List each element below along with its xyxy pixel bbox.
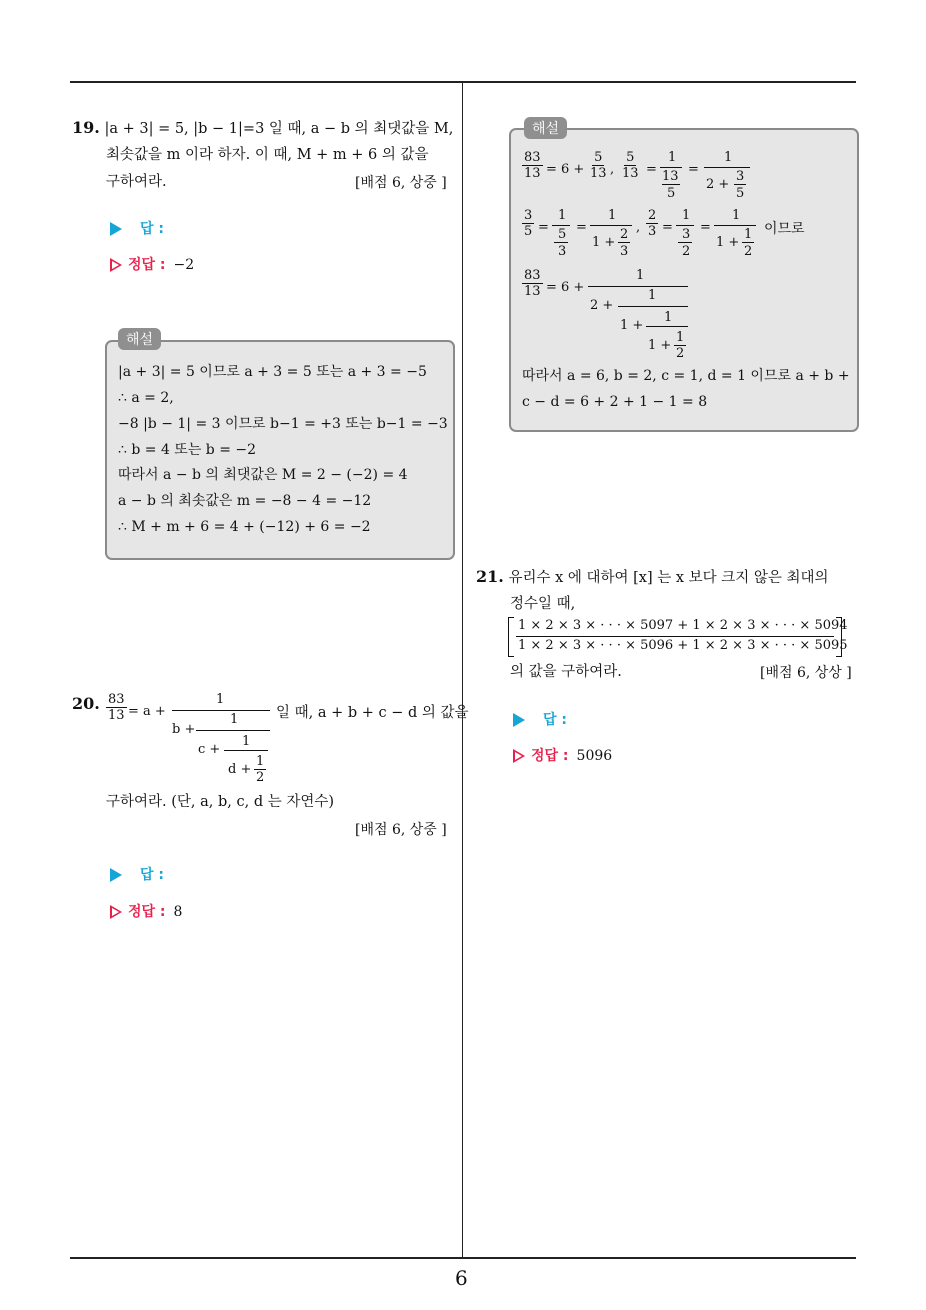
correct-answer-row	[513, 745, 612, 765]
question-text-line: 일 때, a + b + c − d 의 값을	[276, 705, 469, 721]
solution-line: ∴ a = 2,	[118, 390, 174, 406]
play-triangle-icon	[110, 222, 122, 236]
solution-line: $\frac{3}{5}$ = 1 5 3 = 1 1 + 2 3 , $\frac{2}{3}$ = 1 3 2 = 1 1 + 1 2 이므로	[524, 208, 805, 259]
question-text-line: 정수일 때,	[510, 596, 576, 612]
outline-triangle-icon	[110, 258, 122, 272]
score-label: [배점 6, 상중 ]	[355, 175, 447, 191]
page-number: 6	[455, 1266, 468, 1290]
question-text-line: |a + 3| = 5, |b − 1|=3 일 때, a − b 의 최댓값을 M,	[104, 121, 454, 137]
solution-line: c − d = 6 + 2 + 1 − 1 = 8	[522, 394, 708, 410]
answer-label: 답 :	[543, 712, 567, 728]
solution-tag: 해설	[524, 117, 567, 139]
question-text-line: 구하여라.	[106, 174, 167, 190]
score-label: [배점 6, 상상 ]	[760, 665, 852, 681]
solution-line: $\frac{83}{13}$ = 6 + 1 2 + 1 1 + 1 1 + 1 2	[520, 268, 850, 364]
correct-label: 정답 :	[531, 748, 569, 764]
solution-line: $\frac{83}{13}$ = 6 + $\frac{5}{13}$ , $\frac{5}{13}$ = 1 13 5 = 1 2 + 3 5	[520, 150, 850, 206]
score-label: [배점 6, 상중 ]	[355, 822, 447, 838]
solution-line: 따라서 a = 6, b = 2, c = 1, d = 1 이므로 a + b +	[522, 368, 850, 384]
solution-line: |a + 3| = 5 이므로 a + 3 = 5 또는 a + 3 = −5	[118, 364, 427, 380]
outline-triangle-icon	[513, 749, 525, 763]
solution-line: ∴ b = 4 또는 b = −2	[118, 442, 257, 458]
outline-triangle-icon	[110, 905, 122, 919]
question-text-line: 구하여라. (단, a, b, c, d 는 자연수)	[106, 794, 335, 810]
question-text-line: 유리수 x 에 대하여 [x] 는 x 보다 크지 않은 최대의	[508, 570, 829, 586]
correct-value: 8	[173, 904, 183, 920]
answer-input-row[interactable]	[513, 709, 567, 729]
correct-answer-row	[110, 254, 194, 274]
solution-line: −8 |b − 1| = 3 이므로 b−1 = +3 또는 b−1 = −3	[118, 416, 448, 432]
correct-answer-row	[110, 901, 182, 921]
play-triangle-icon	[110, 868, 122, 882]
play-triangle-icon	[513, 713, 525, 727]
question-text-line: 의 값을 구하여라.	[510, 664, 622, 680]
answer-label: 답 :	[140, 867, 164, 883]
bottom-rule	[70, 1257, 856, 1259]
answer-input-row[interactable]	[110, 864, 164, 884]
correct-value: −2	[173, 257, 195, 273]
question-number: 19.	[72, 118, 100, 137]
column-divider	[462, 83, 463, 1257]
correct-label: 정답 :	[128, 904, 166, 920]
correct-label: 정답 :	[128, 257, 166, 273]
solution-line: ∴ M + m + 6 = 4 + (−12) + 6 = −2	[118, 519, 371, 535]
question-text-line: 최솟값을 m 이라 하자. 이 때, M + m + 6 의 값을	[106, 147, 429, 163]
solution-tag: 해설	[118, 328, 161, 350]
correct-value: 5096	[576, 748, 613, 764]
floor-fraction: 1 × 2 × 3 × · · · × 5097 + 1 × 2 × 3 × · · · × 5094 1 × 2 × 3 × · · · × 5096 + 1 × 2 × 3 × · · · × 5095	[508, 617, 842, 657]
answer-label: 답 :	[140, 221, 164, 237]
top-rule	[70, 81, 856, 83]
question-number: 21.	[476, 567, 504, 586]
answer-input-row[interactable]	[110, 218, 164, 238]
solution-line: 따라서 a − b 의 최댓값은 M = 2 − (−2) = 4	[118, 467, 408, 483]
question-number: 20.	[72, 694, 100, 713]
solution-line: a − b 의 최솟값은 m = −8 − 4 = −12	[118, 493, 372, 509]
